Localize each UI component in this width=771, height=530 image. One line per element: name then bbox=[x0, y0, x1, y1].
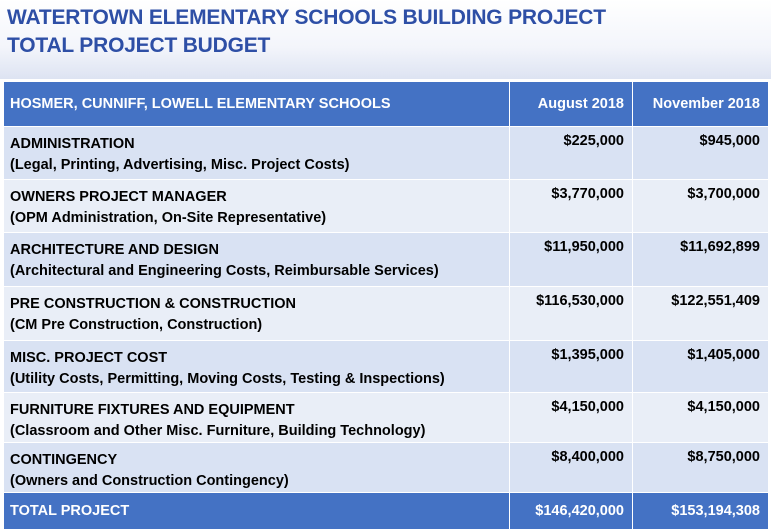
august-value: $3,770,000 bbox=[510, 180, 633, 233]
row-label: CONTINGENCY bbox=[10, 452, 118, 468]
column-header-august: August 2018 bbox=[510, 82, 633, 127]
august-value: $8,400,000 bbox=[510, 443, 633, 493]
column-header-november: November 2018 bbox=[633, 82, 769, 127]
row-description bbox=[4, 233, 510, 287]
row-detail: (OPM Administration, On-Site Representative) bbox=[10, 210, 327, 226]
table-row bbox=[4, 341, 769, 393]
table-row bbox=[4, 443, 769, 493]
august-value: $225,000 bbox=[510, 127, 633, 180]
table-row bbox=[4, 233, 769, 287]
november-value: $4,150,000 bbox=[633, 393, 769, 443]
row-description bbox=[4, 287, 510, 341]
row-detail: (Legal, Printing, Advertising, Misc. Project Costs) bbox=[10, 157, 350, 173]
august-value: $1,395,000 bbox=[510, 341, 633, 393]
page-title: WATERTOWN ELEMENTARY SCHOOLS BUILDING PROJECT bbox=[7, 6, 606, 29]
row-label: ADMINISTRATION bbox=[10, 136, 135, 152]
row-description bbox=[4, 341, 510, 393]
page-header bbox=[0, 0, 771, 79]
november-value: $3,700,000 bbox=[633, 180, 769, 233]
row-label: MISC. PROJECT COST bbox=[10, 350, 168, 366]
november-value: $1,405,000 bbox=[633, 341, 769, 393]
august-value: $11,950,000 bbox=[510, 233, 633, 287]
row-detail: (Owners and Construction Contingency) bbox=[10, 473, 289, 489]
budget-table bbox=[3, 81, 769, 530]
row-label: ARCHITECTURE AND DESIGN bbox=[10, 242, 219, 258]
row-label: OWNERS PROJECT MANAGER bbox=[10, 189, 227, 205]
august-value: $116,530,000 bbox=[510, 287, 633, 341]
november-value: $945,000 bbox=[633, 127, 769, 180]
column-header-schools: HOSMER, CUNNIFF, LOWELL ELEMENTARY SCHOOLS bbox=[4, 82, 510, 127]
table-row bbox=[4, 287, 769, 341]
november-value: $11,692,899 bbox=[633, 233, 769, 287]
row-description bbox=[4, 443, 510, 493]
row-detail: (Classroom and Other Misc. Furniture, Building Technology) bbox=[10, 423, 426, 439]
total-august-value: $146,420,000 bbox=[510, 493, 633, 530]
table-header-row bbox=[4, 82, 769, 127]
row-description bbox=[4, 127, 510, 180]
table-row bbox=[4, 127, 769, 180]
november-value: $122,551,409 bbox=[633, 287, 769, 341]
page-subtitle: TOTAL PROJECT BUDGET bbox=[7, 34, 271, 57]
table-row bbox=[4, 180, 769, 233]
total-label: TOTAL PROJECT bbox=[4, 493, 510, 530]
total-row bbox=[4, 493, 769, 530]
row-detail: (CM Pre Construction, Construction) bbox=[10, 317, 263, 333]
table-row bbox=[4, 393, 769, 443]
row-detail: (Utility Costs, Permitting, Moving Costs, Testing & Inspections) bbox=[10, 371, 445, 387]
row-detail: (Architectural and Engineering Costs, Reimbursable Services) bbox=[10, 263, 439, 279]
row-description bbox=[4, 393, 510, 443]
row-label: FURNITURE FIXTURES AND EQUIPMENT bbox=[10, 402, 295, 418]
august-value: $4,150,000 bbox=[510, 393, 633, 443]
row-description bbox=[4, 180, 510, 233]
november-value: $8,750,000 bbox=[633, 443, 769, 493]
total-november-value: $153,194,308 bbox=[633, 493, 769, 530]
row-label: PRE CONSTRUCTION & CONSTRUCTION bbox=[10, 296, 296, 312]
